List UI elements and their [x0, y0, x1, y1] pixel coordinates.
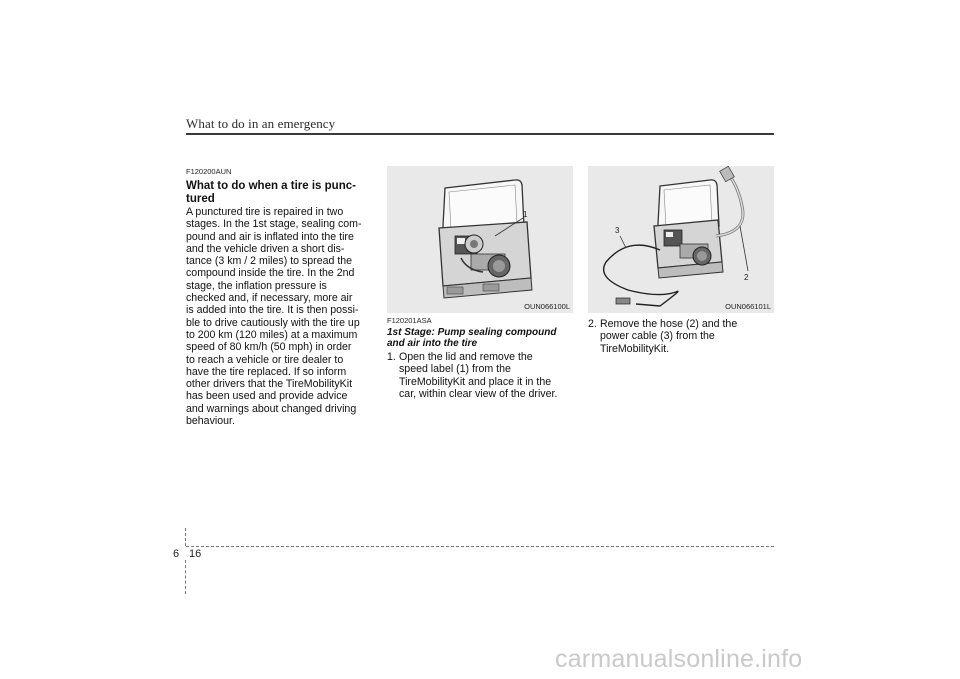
body-line: ble to drive cautiously with the tire up	[186, 316, 360, 329]
step-line	[588, 318, 774, 330]
step-line: TireMobilityKit and place it in the	[399, 375, 552, 388]
callout-1: 1	[523, 210, 528, 219]
body-line: to reach a vehicle or tire dealer to	[186, 353, 344, 366]
footer-vertical-rule	[185, 560, 186, 594]
body-line: is added into the tire. It is then possi-	[186, 304, 359, 317]
heading-line: What to do when a tire is punc-	[186, 180, 356, 192]
footer-vertical-rule	[185, 528, 186, 546]
step-line: power cable (3) from the	[600, 330, 715, 343]
body-line: compound inside the tire. In the 2nd	[186, 267, 355, 280]
body-line: have the tire replaced. If so inform	[186, 365, 347, 378]
step-1	[387, 351, 573, 400]
section-code: F120200AUN	[186, 167, 232, 176]
stage-heading-line: 1st Stage: Pump sealing compound	[387, 327, 557, 338]
watermark: carmanualsonline.info	[555, 645, 803, 673]
body-line: other drivers that the TireMobilityKit	[186, 378, 353, 391]
body-line: checked and, if necessary, more air	[186, 292, 353, 305]
footer-rule	[186, 546, 774, 547]
body-paragraph	[186, 206, 374, 427]
section-code: F120201ASA	[387, 316, 432, 325]
body-line: stages. In the 1st stage, sealing com-	[186, 218, 362, 231]
step-line: TireMobilityKit.	[600, 342, 670, 355]
figure-caption: OUN066101L	[725, 302, 771, 311]
callout-2: 2	[744, 273, 749, 282]
stage-heading-line: and air into the tire	[387, 338, 478, 349]
heading-line: tured	[186, 192, 215, 205]
stage-heading	[387, 327, 577, 349]
body-line: pound and air is inflated into the tire	[186, 230, 354, 243]
step-line	[387, 351, 573, 363]
body-line: has been used and provide advice	[186, 390, 348, 403]
header-rule	[186, 133, 774, 135]
tire-kit-illustration	[387, 166, 573, 313]
tire-kit-hose-illustration	[588, 166, 774, 313]
body-line: A punctured tire is repaired in two	[186, 206, 344, 218]
callout-3: 3	[615, 226, 620, 235]
body-line: and the vehicle driven a short dis-	[186, 242, 345, 255]
figure-kit-open-lid	[387, 166, 573, 313]
body-line: speed of 80 km/h (50 mph) in order	[186, 341, 352, 354]
body-line: and warnings about changed driving	[186, 402, 357, 415]
body-line: stage, the inflation pressure is	[186, 279, 327, 292]
step-text: Open the lid and remove the	[399, 351, 533, 363]
step-text: Remove the hose (2) and the	[600, 318, 738, 330]
step-number: 2.	[588, 318, 597, 330]
body-line: behaviour.	[186, 415, 235, 428]
figure-kit-hose-cable	[588, 166, 774, 313]
step-line: speed label (1) from the	[399, 363, 511, 376]
body-line: to 200 km (120 miles) at a maximum	[186, 328, 358, 341]
section-title: What to do in an emergency	[186, 116, 336, 131]
page-number: 16	[189, 548, 202, 560]
step-number: 1.	[387, 351, 396, 363]
section-heading	[186, 180, 376, 205]
figure-caption: OUN066100L	[524, 302, 570, 311]
step-line: car, within clear view of the driver.	[399, 387, 558, 400]
step-2	[588, 318, 774, 355]
body-line: tance (3 km / 2 miles) to spread the	[186, 255, 353, 268]
chapter-number: 6	[173, 548, 180, 560]
